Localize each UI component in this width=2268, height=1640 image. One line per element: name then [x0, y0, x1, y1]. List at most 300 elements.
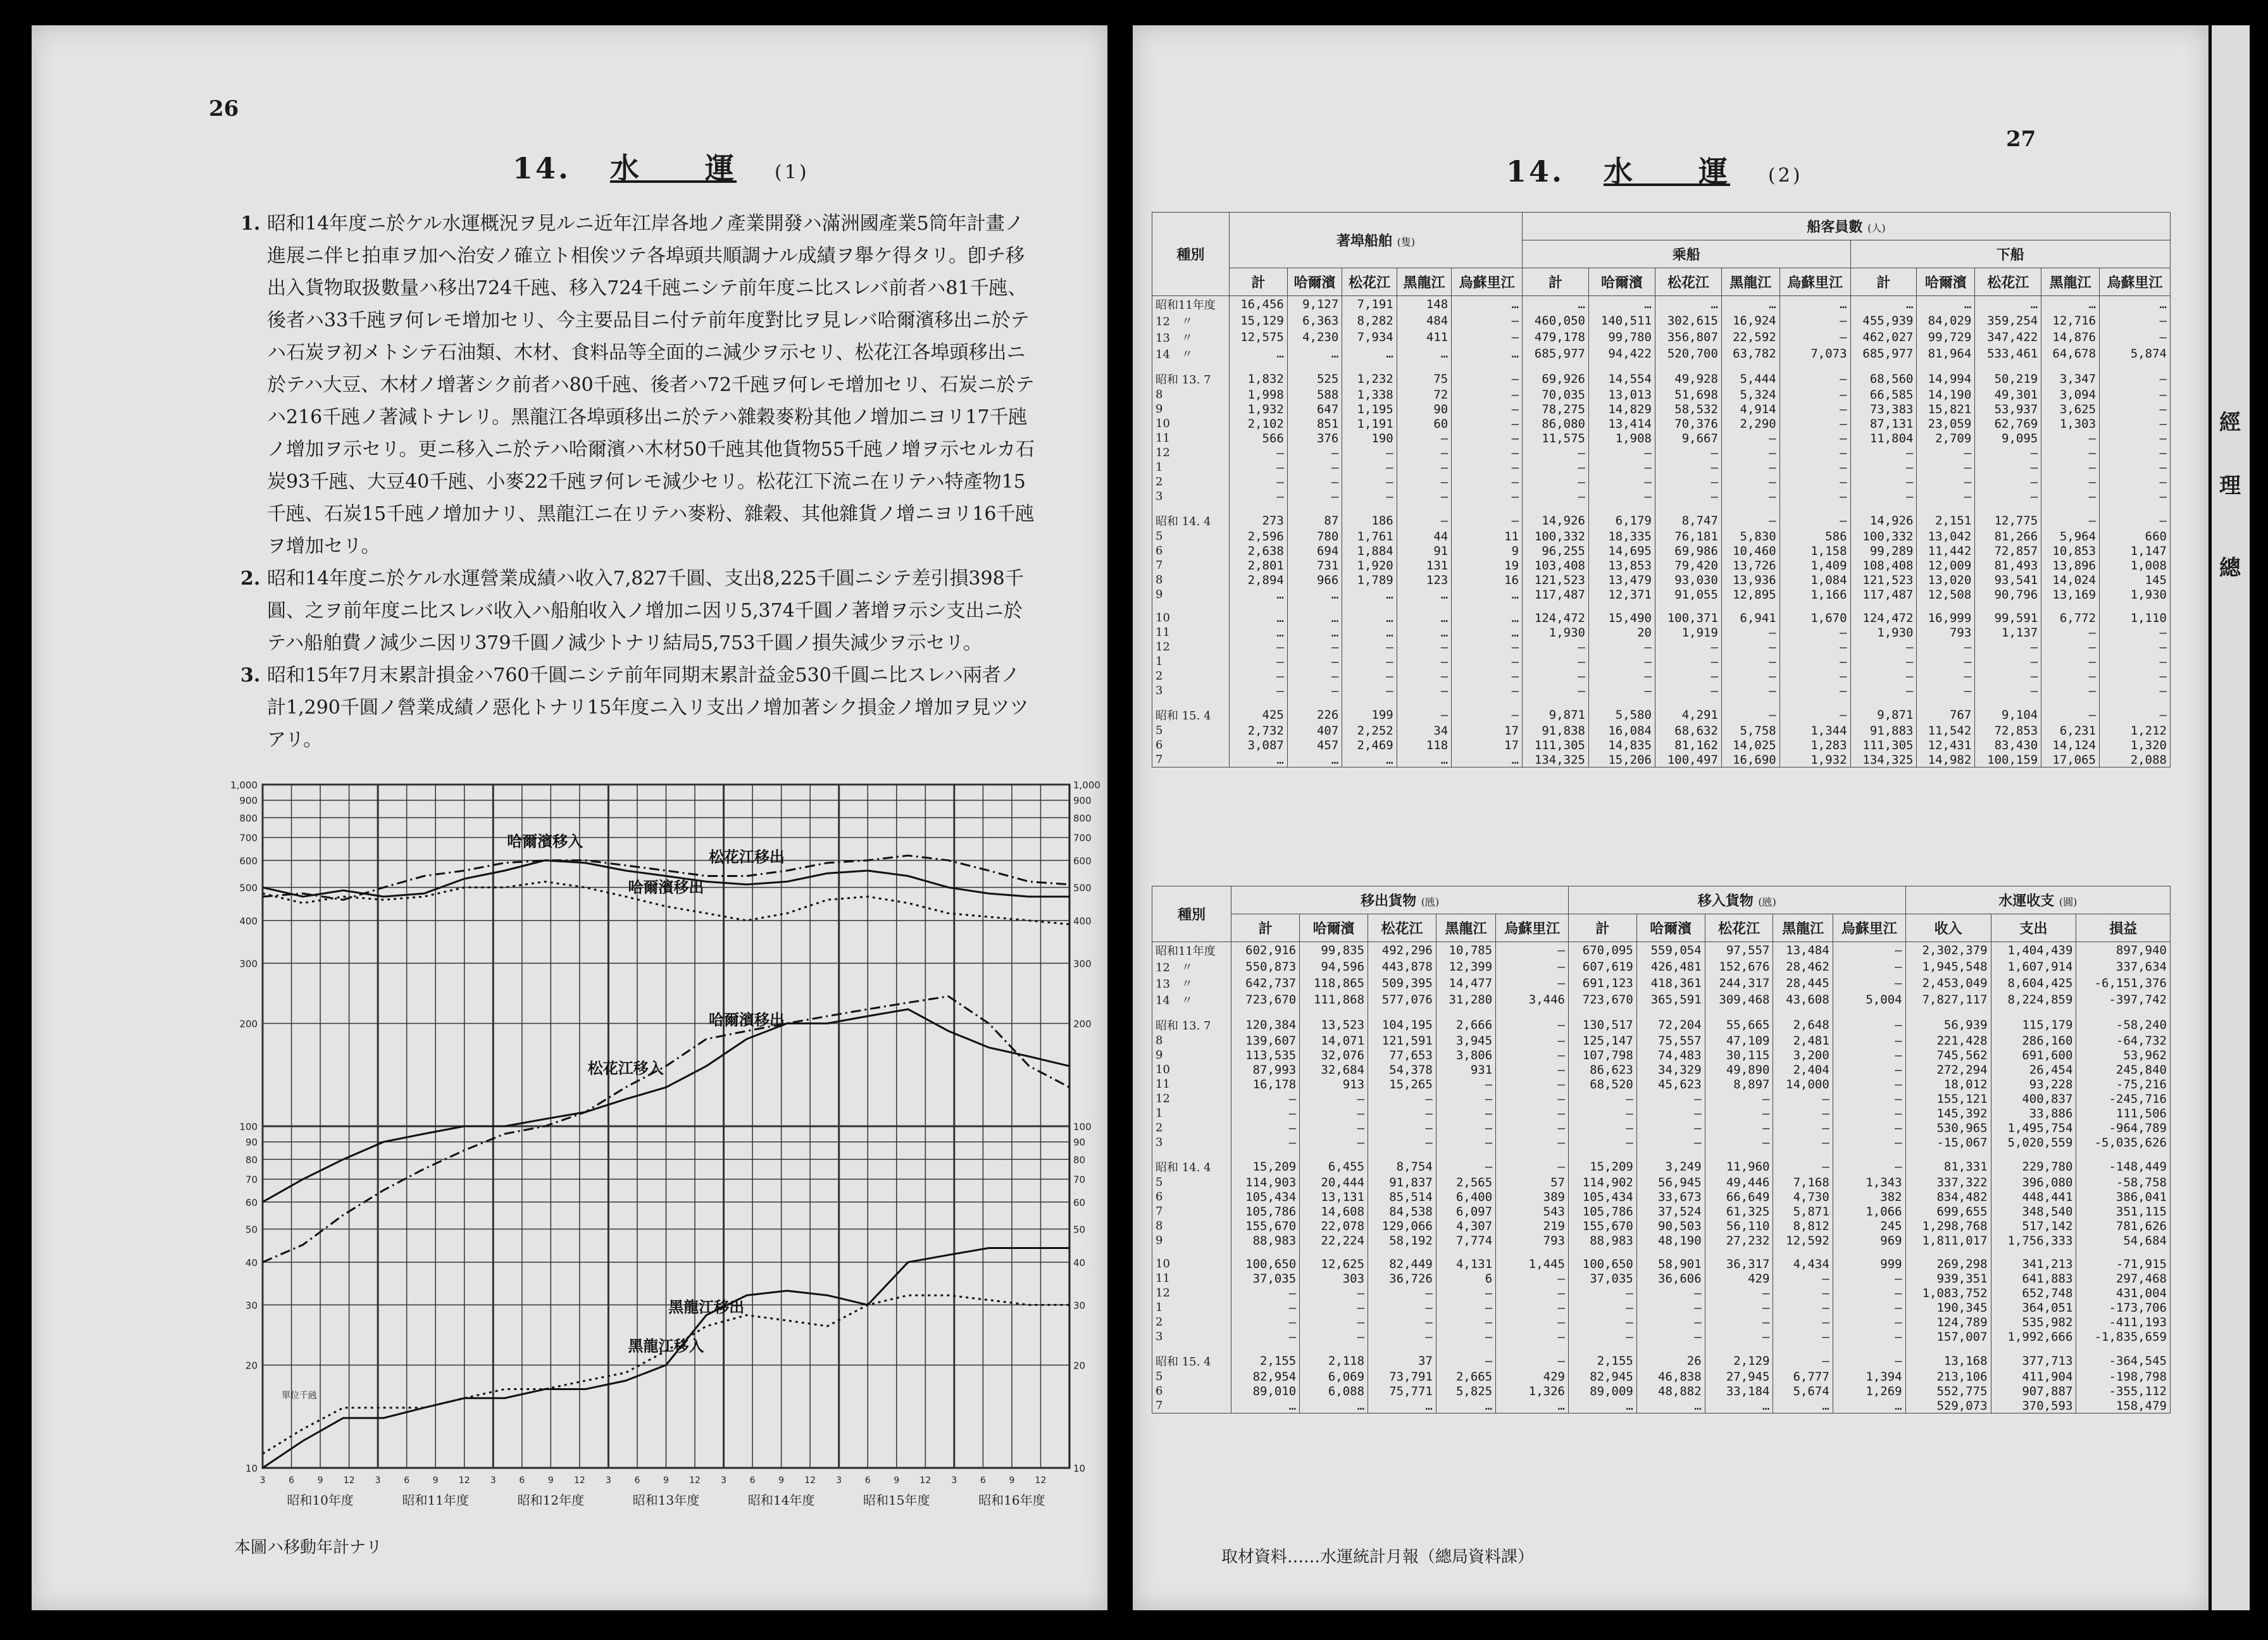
table-cell: 15,206 — [1588, 752, 1655, 767]
row-label: 7 — [1152, 752, 1230, 767]
table-cell: 75 — [1397, 371, 1451, 387]
table-cell: … — [1636, 1398, 1705, 1413]
table-cell: — — [1833, 1048, 1905, 1062]
table-cell: — — [1452, 431, 1523, 445]
table-cell: — — [1773, 1286, 1833, 1300]
table-cell: 68,632 — [1655, 723, 1721, 738]
table-cell: 607,619 — [1569, 959, 1637, 975]
column-header: 計 — [1850, 268, 1917, 296]
table-cell: 49,301 — [1975, 387, 2041, 402]
table-cell: 377,713 — [1991, 1353, 2076, 1369]
row-label: 11 — [1152, 1077, 1231, 1091]
table-cell: 99,780 — [1588, 329, 1655, 345]
column-header: 黑龍江 — [2041, 268, 2100, 296]
table-cell: 5,825 — [1436, 1384, 1495, 1398]
table-cell: — — [1917, 654, 1975, 669]
table-row — [1152, 698, 2171, 707]
table-cell: — — [1342, 445, 1397, 460]
table-cell: 57 — [1496, 1175, 1569, 1190]
table-cell: 9,871 — [1523, 707, 1589, 723]
table-cell: — — [1636, 1121, 1705, 1135]
table-cell: — — [1850, 475, 1917, 489]
spacer-cell — [1833, 1008, 1905, 1017]
table-cell: 49,446 — [1705, 1175, 1773, 1190]
row-label: 8 — [1152, 387, 1230, 402]
table-cell: — — [1833, 975, 1905, 991]
x-tick-label: 12 — [343, 1475, 355, 1486]
table-cell: 70,376 — [1655, 416, 1721, 431]
spacer-cell — [1397, 698, 1451, 707]
table-cell: 88,983 — [1231, 1233, 1300, 1248]
table-cell: — — [2041, 460, 2100, 475]
table-cell: — — [1975, 460, 2041, 475]
table-cell: — — [1368, 1300, 1436, 1315]
table-cell: 966 — [1287, 573, 1342, 587]
table-cell: 2,404 — [1773, 1062, 1833, 1077]
table-cell: — — [1779, 654, 1850, 669]
table-cell: — — [1779, 669, 1850, 683]
table-cell: 1,394 — [1833, 1369, 1905, 1384]
table-cell: 5,324 — [1721, 387, 1779, 402]
table-cell: — — [2041, 445, 2100, 460]
spacer-cell — [1850, 362, 1917, 371]
table-cell: … — [1397, 752, 1451, 767]
table-cell: 16,456 — [1230, 296, 1288, 313]
spacer-cell — [1705, 1248, 1773, 1257]
paragraph-text: 昭和14年度ニ於ケル水運概況ヲ見ルニ近年江岸各地ノ產業開發ハ滿洲國產業5筒年計畫ノ進展ニ伴ヒ拍車ヲ加ヘ治安ノ確立ト相俟ツテ各埠頭共順調ナル成績ヲ舉ケ得タリ。卽チ移出入貨物取扱數量ハ移出724千瓲、移入724千瓲ニシテ前年度ニ比スレバ前者ハ81千瓲、後者ハ33千瓲ヲ何レモ增加セリ、今主要品目ニ付テ前年度對比ヲ見レバ哈爾濱移出ニ於テハ石炭ヲ初メトシテ石油類、木材、食料品等全面的ニ減少ヲ示セリ、松花江各埠頭移出ニ於テハ大豆、木材ノ增著シク前者ハ80千瓲、後者ハ72千瓲ヲ何レモ增加セリ、石炭ニ於テハ216千瓲ノ著減トナレリ。黑龍江各埠頭移出ニ於テハ雜穀麥粉其他ノ增加ニヨリ17千瓲ノ增加ヲ示セリ。更ニ移入ニ於テハ哈爾濱ハ木材50千瓲其他貨物55千瓲ノ增ヲ示セルカ石炭93千瓲、大豆40千瓲、小麥22千瓲ヲ何レモ減少セリ。松花江下流ニ在リテハ特產物15千瓲、石炭15千瓲ノ增加ナリ、黑龍江ニ在リテハ麥粉、雜穀、其他雜貨ノ增ニヨリ16千瓲ヲ增加セリ。 — [267, 213, 1035, 557]
table-cell: 1,932 — [1779, 752, 1850, 767]
y-tick-label: 70 — [245, 1174, 258, 1186]
table-cell: — — [1523, 669, 1589, 683]
table-cell: 5,758 — [1721, 723, 1779, 738]
spacer-cell — [1917, 362, 1975, 371]
table-cell: 9,127 — [1287, 296, 1342, 313]
table-cell: 443,878 — [1368, 959, 1436, 975]
table-cell: … — [1452, 611, 1523, 625]
spacer-cell — [1452, 362, 1523, 371]
table-cell: — — [1975, 489, 2041, 504]
spacer-cell — [1230, 602, 1288, 611]
table-cell: 8,282 — [1342, 313, 1397, 329]
table-cell: — — [1773, 1300, 1833, 1315]
table-cell: 5,874 — [2100, 345, 2171, 362]
table-row — [1152, 558, 2171, 573]
table-cell: 6 — [1436, 1271, 1495, 1286]
table-cell: … — [1287, 611, 1342, 625]
table-cell: — — [1523, 460, 1589, 475]
table-cell: — — [1287, 460, 1342, 475]
table-cell: — — [1850, 460, 1917, 475]
table-cell: 4,230 — [1287, 329, 1342, 345]
x-tick-label: 6 — [980, 1475, 986, 1486]
x-tick-label: 3 — [951, 1475, 957, 1486]
spacer-cell — [1496, 1344, 1569, 1353]
table-cell: — — [1636, 1135, 1705, 1150]
table-cell: 19 — [1452, 558, 1523, 573]
table-cell: 68,520 — [1569, 1077, 1637, 1091]
column-header: 松花江 — [1342, 268, 1397, 296]
spacer-cell — [1588, 602, 1655, 611]
y-tick-label: 1,000 — [1073, 780, 1100, 791]
table-cell: 32,076 — [1300, 1048, 1368, 1062]
table-cell: — — [1452, 512, 1523, 529]
table-cell: — — [1655, 654, 1721, 669]
table-cell: — — [1569, 1315, 1637, 1329]
column-header: 哈爾濱 — [1300, 914, 1368, 942]
spacer-cell — [1368, 1150, 1436, 1159]
table-cell: -245,716 — [2076, 1091, 2171, 1106]
table-cell: — — [1436, 1159, 1495, 1175]
table-cell: — — [1569, 1286, 1637, 1300]
table-cell: 529,073 — [1905, 1398, 1991, 1413]
table-cell: 7,827,117 — [1905, 991, 1991, 1008]
table-cell: 7,073 — [1779, 345, 1850, 362]
table-row — [1152, 1190, 2171, 1204]
table-cell: … — [1917, 296, 1975, 313]
table-cell: 61,325 — [1705, 1204, 1773, 1219]
table-cell: 13,479 — [1588, 573, 1655, 587]
spacer-cell — [1779, 698, 1850, 707]
table-cell: 12,592 — [1773, 1233, 1833, 1248]
table-cell: — — [1342, 669, 1397, 683]
row-label: 7 — [1152, 1398, 1231, 1413]
table-cell: — — [1496, 1062, 1569, 1077]
table-cell: 118,865 — [1300, 975, 1368, 991]
table-cell: 28,462 — [1773, 959, 1833, 975]
table-cell: — — [2041, 475, 2100, 489]
table-cell: -5,035,626 — [2076, 1135, 2171, 1150]
table-cell: 2,565 — [1436, 1175, 1495, 1190]
table-cell: 517,142 — [1991, 1219, 2076, 1233]
table-cell: — — [1833, 1033, 1905, 1048]
table-cell: — — [1917, 669, 1975, 683]
table-cell: 94,422 — [1588, 345, 1655, 362]
table-cell: 543 — [1496, 1204, 1569, 1219]
table-cell: 14,835 — [1588, 738, 1655, 752]
table-row — [1152, 942, 2171, 959]
table-cell: 2,801 — [1230, 558, 1288, 573]
row-label: 2 — [1152, 475, 1230, 489]
table-cell: … — [1655, 296, 1721, 313]
table-cell: 1,919 — [1655, 625, 1721, 640]
table-cell: … — [1397, 587, 1451, 602]
row-label: 昭和 15. 4 — [1152, 707, 1230, 723]
table-cell: — — [1850, 669, 1917, 683]
table-row — [1152, 587, 2171, 602]
table-cell: — — [1496, 1329, 1569, 1344]
table-row — [1152, 1286, 2171, 1300]
table-cell: — — [1523, 475, 1589, 489]
spacer-cell — [1397, 504, 1451, 512]
x-tick-label: 12 — [919, 1475, 932, 1486]
table-cell: — — [2041, 431, 2100, 445]
table-cell: 221,428 — [1905, 1033, 1991, 1048]
x-tick-label: 3 — [836, 1475, 842, 1486]
table-cell: 12,009 — [1917, 558, 1975, 573]
x-tick-label: 12 — [1035, 1475, 1047, 1486]
table-cell: — — [1721, 489, 1779, 504]
table-cell: -58,240 — [2076, 1017, 2171, 1033]
table-cell: … — [1397, 345, 1451, 362]
table-cell: 4,914 — [1721, 402, 1779, 416]
table-cell: 17 — [1452, 738, 1523, 752]
table-cell: 14,926 — [1523, 512, 1589, 529]
table-cell: — — [1397, 475, 1451, 489]
table-cell: … — [1721, 296, 1779, 313]
table-cell: 1,409 — [1779, 558, 1850, 573]
table-cell: 13,484 — [1773, 942, 1833, 959]
table-cell: 22,592 — [1721, 329, 1779, 345]
table-cell: 559,054 — [1636, 942, 1705, 959]
table-cell: 100,497 — [1655, 752, 1721, 767]
y-tick-label: 800 — [239, 812, 258, 824]
spacer-cell — [1588, 504, 1655, 512]
table-cell: 245,840 — [2076, 1062, 2171, 1077]
table-cell: 5,830 — [1721, 529, 1779, 544]
spacer-cell — [1152, 504, 1230, 512]
table-cell: 85,514 — [1368, 1190, 1436, 1204]
table-cell: … — [1779, 296, 1850, 313]
chart-note: 本圖ハ移動年計ナリ — [234, 1538, 383, 1557]
table-cell: — — [1368, 1091, 1436, 1106]
table-cell: — — [2100, 371, 2171, 387]
table-cell: 2,252 — [1342, 723, 1397, 738]
table-cell: -15,067 — [1905, 1135, 1991, 1150]
table-cell: 460,050 — [1523, 313, 1589, 329]
table-cell: 1,195 — [1342, 402, 1397, 416]
paragraph-number: 2. — [240, 568, 261, 590]
table-cell: 492,296 — [1368, 942, 1436, 959]
table-cell: 84,538 — [1368, 1204, 1436, 1219]
left-title-number: 14. — [513, 151, 571, 185]
y-tick-label: 900 — [239, 795, 258, 807]
table-cell: 72,857 — [1975, 544, 2041, 558]
table-cell: — — [1436, 1300, 1495, 1315]
table-cell: 75,557 — [1636, 1033, 1705, 1048]
table-cell: 56,110 — [1705, 1219, 1773, 1233]
table-row — [1152, 296, 2171, 313]
column-header: 哈爾濱 — [1287, 268, 1342, 296]
spacer-cell — [1655, 504, 1721, 512]
table-cell: 11,960 — [1705, 1159, 1773, 1175]
table-cell: 134,325 — [1523, 752, 1589, 767]
spacer-cell — [1368, 1008, 1436, 1017]
spacer-cell — [1975, 362, 2041, 371]
table-cell: 36,317 — [1705, 1257, 1773, 1271]
table-cell: — — [2100, 431, 2171, 445]
table-cell: — — [2100, 669, 2171, 683]
x-tick-label: 3 — [375, 1475, 381, 1486]
left-title-word: 水 運 — [610, 151, 737, 185]
table-cell: … — [1588, 296, 1655, 313]
table-cell: 49,928 — [1655, 371, 1721, 387]
table-cell: 588 — [1287, 387, 1342, 402]
spacer-cell — [1905, 1344, 1991, 1353]
spacer-cell — [1342, 504, 1397, 512]
y-tick-label: 90 — [245, 1136, 258, 1148]
row-label: 3 — [1152, 489, 1230, 504]
table-cell: 105,786 — [1231, 1204, 1300, 1219]
table-cell: 43,608 — [1773, 991, 1833, 1008]
table-cell: 108,408 — [1850, 558, 1917, 573]
table-cell: 660 — [2100, 529, 2171, 544]
table-cell: 13,414 — [1588, 416, 1655, 431]
row-label: 12 — [1152, 445, 1230, 460]
table-cell: 100,371 — [1655, 611, 1721, 625]
table-cell: — — [1368, 1329, 1436, 1344]
table-cell: 74,483 — [1636, 1048, 1705, 1062]
table-cell: 107,798 — [1569, 1048, 1637, 1062]
spacer-cell — [1436, 1248, 1495, 1257]
table-row — [1152, 329, 2171, 345]
table-row — [1152, 752, 2171, 767]
table-row — [1152, 1121, 2171, 1135]
table-cell: 1,191 — [1342, 416, 1397, 431]
table-cell: 89,009 — [1569, 1384, 1637, 1398]
table-cell: — — [1452, 402, 1523, 416]
table-cell: — — [1397, 640, 1451, 654]
table-cell: — — [1496, 1048, 1569, 1062]
t2-column-headers — [1152, 914, 2171, 942]
table-cell: 2,102 — [1230, 416, 1288, 431]
table-cell: — — [1833, 1315, 1905, 1329]
row-label: 昭和 13. 7 — [1152, 371, 1230, 387]
table-cell: — — [1397, 460, 1451, 475]
table-cell: — — [1496, 975, 1569, 991]
table-row — [1152, 1033, 2171, 1048]
spacer-cell — [1779, 362, 1850, 371]
y-tick-label: 40 — [245, 1257, 258, 1269]
table-cell: 2,118 — [1300, 1353, 1368, 1369]
spacer-cell — [1569, 1150, 1637, 1159]
row-label: 10 — [1152, 611, 1230, 625]
table-cell: 16,690 — [1721, 752, 1779, 767]
table-cell: … — [1231, 1398, 1300, 1413]
spacer-cell — [1436, 1008, 1495, 1017]
table-cell: 15,490 — [1588, 611, 1655, 625]
t2-body — [1152, 942, 2171, 1413]
table-cell: 77,653 — [1368, 1048, 1436, 1062]
table-cell: 10,785 — [1436, 942, 1495, 959]
table-cell: 90,796 — [1975, 587, 2041, 602]
spacer-cell — [2100, 504, 2171, 512]
table-cell: — — [1436, 1135, 1495, 1150]
table-cell: … — [1496, 1398, 1569, 1413]
table-cell: 34 — [1397, 723, 1451, 738]
table-cell: 1,110 — [2100, 611, 2171, 625]
table-cell: — — [1368, 1106, 1436, 1121]
table-cell: — — [1705, 1286, 1773, 1300]
table-cell: 37,035 — [1231, 1271, 1300, 1286]
table-cell: 124,472 — [1523, 611, 1589, 625]
table-cell: — — [1655, 460, 1721, 475]
table-cell: — — [2100, 640, 2171, 654]
table-cell: 694 — [1287, 544, 1342, 558]
table-row — [1152, 707, 2171, 723]
table-cell: 34,329 — [1636, 1062, 1705, 1077]
column-header: 黑龍江 — [1773, 914, 1833, 942]
row-label: 12 〃 — [1152, 959, 1231, 975]
table-cell: — — [1287, 640, 1342, 654]
table-cell: 12,399 — [1436, 959, 1495, 975]
table-cell: 14,025 — [1721, 738, 1779, 752]
table-cell: — — [1975, 683, 2041, 698]
table-cell: … — [1397, 625, 1451, 640]
table-cell: 245 — [1833, 1219, 1905, 1233]
spacer-cell — [2076, 1150, 2171, 1159]
table-cell: 272,294 — [1905, 1062, 1991, 1077]
table-cell: — — [1523, 445, 1589, 460]
table-cell: — — [1655, 445, 1721, 460]
y-tick-label: 70 — [1073, 1174, 1086, 1186]
table-row — [1152, 1369, 2171, 1384]
table-cell: — — [1773, 1121, 1833, 1135]
table-cell: … — [1850, 296, 1917, 313]
table-cell: … — [1342, 611, 1397, 625]
table-cell: — — [2100, 512, 2171, 529]
table-cell: — — [1721, 625, 1779, 640]
table-cell: 269,298 — [1905, 1257, 1991, 1271]
table-cell: — — [1496, 1121, 1569, 1135]
table-cell: — — [1833, 1077, 1905, 1091]
table-cell: 913 — [1300, 1077, 1368, 1091]
table-cell: 50,219 — [1975, 371, 2041, 387]
table-cell: — — [1230, 460, 1288, 475]
left-title-sub: (1) — [775, 161, 809, 183]
table-cell: — — [1636, 1300, 1705, 1315]
table-row — [1152, 1062, 2171, 1077]
table-cell: 82,449 — [1368, 1257, 1436, 1271]
table-cell: 6,069 — [1300, 1369, 1368, 1384]
table-cell: 745,562 — [1905, 1048, 1991, 1062]
table-cell: 14,982 — [1917, 752, 1975, 767]
table-cell: — — [1230, 683, 1288, 698]
table-cell: 13,168 — [1905, 1353, 1991, 1369]
table-cell: 60 — [1397, 416, 1451, 431]
table-cell: 12,431 — [1917, 738, 1975, 752]
table-cell: … — [1773, 1398, 1833, 1413]
table-cell: — — [1287, 475, 1342, 489]
table-cell: — — [1452, 489, 1523, 504]
table-cell: — — [1773, 1135, 1833, 1150]
table-cell: 5,580 — [1588, 707, 1655, 723]
spacer-cell — [1496, 1248, 1569, 1257]
table-cell: 23,059 — [1917, 416, 1975, 431]
table-cell: -58,758 — [2076, 1175, 2171, 1190]
row-label: 14 〃 — [1152, 345, 1230, 362]
table-cell: 647 — [1287, 402, 1342, 416]
table-cell: 32,684 — [1300, 1062, 1368, 1077]
table-cell: 7,774 — [1436, 1233, 1495, 1248]
table-cell: 9 — [1452, 544, 1523, 558]
spacer-cell — [1833, 1150, 1905, 1159]
table-row — [1152, 489, 2171, 504]
table-row — [1152, 1008, 2171, 1017]
table-cell: 76,181 — [1655, 529, 1721, 544]
row-label: 5 — [1152, 723, 1230, 738]
table-cell: — — [1779, 431, 1850, 445]
table-cell: — — [1231, 1315, 1300, 1329]
table-row — [1152, 1257, 2171, 1271]
spacer-cell — [1287, 698, 1342, 707]
table-row — [1152, 573, 2171, 587]
table-row — [1152, 1135, 2171, 1150]
spacer-cell — [1833, 1248, 1905, 1257]
table-cell: — — [2041, 683, 2100, 698]
table-cell: — — [1655, 669, 1721, 683]
row-label: 10 — [1152, 1062, 1231, 1077]
table-cell: 26,454 — [1991, 1062, 2076, 1077]
